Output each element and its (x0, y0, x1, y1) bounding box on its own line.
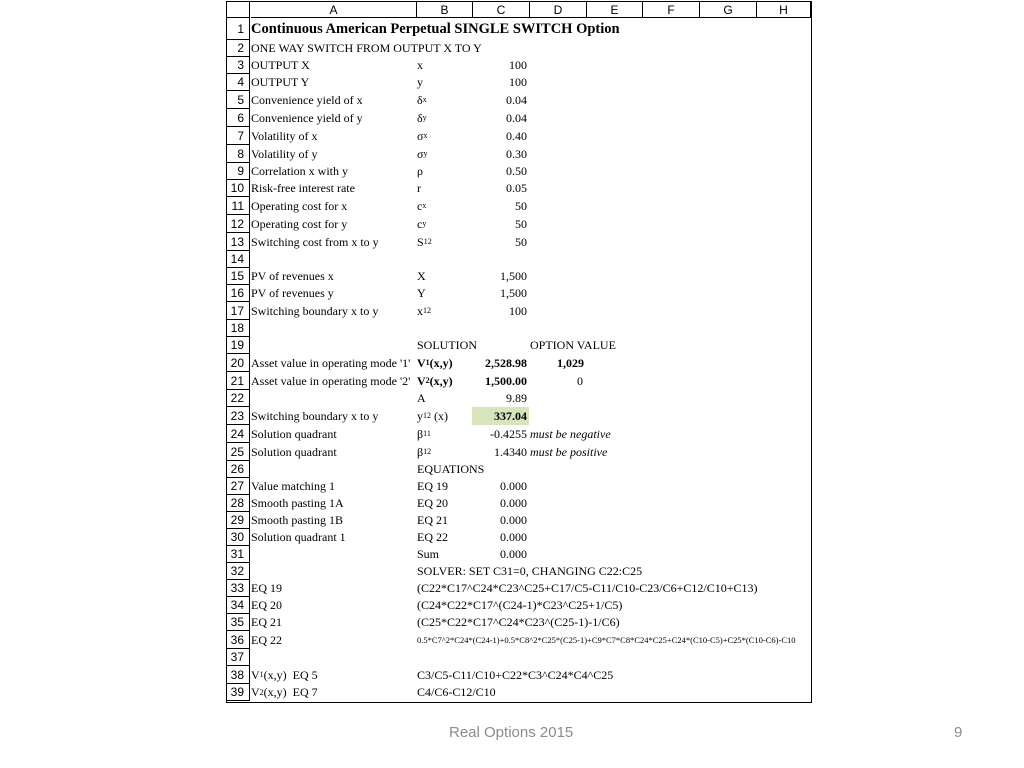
sheet-row (227, 197, 811, 215)
cell-b-text: (C22*C17^C24*C23^C25+C17/C5-C11/C10-C23/C6+C12/C10+C13) (417, 581, 758, 595)
cell-b-text: C3/C5-C11/C10+C22*C3^C24*C4^C25 (417, 667, 614, 682)
cell-a-text: Smooth pasting 1A (251, 496, 344, 510)
cell-b-text: SOLVER: SET C31=0, CHANGING C22:C25 (417, 564, 643, 578)
row-number[interactable]: 11 (227, 197, 250, 215)
sheet-row (227, 684, 811, 701)
cell-b-text: S (417, 234, 424, 249)
cell-b[interactable] (417, 684, 496, 701)
row-number[interactable]: 10 (227, 180, 250, 197)
sheet-row (227, 91, 811, 109)
sheet-row (227, 580, 811, 597)
cell-b-text: x (417, 303, 423, 318)
cell-a[interactable] (251, 529, 346, 546)
cell-b[interactable] (417, 666, 613, 684)
sheet-row (227, 251, 811, 268)
page-number: 9 (954, 724, 963, 741)
cell-a[interactable] (251, 74, 309, 91)
cell-d[interactable]: 0 (577, 373, 583, 388)
cell-a-text: PV of revenues x (251, 269, 334, 283)
cell-b-text: β (417, 444, 424, 459)
row-number[interactable]: 9 (227, 163, 250, 180)
cell-b[interactable] (417, 631, 796, 649)
sheet-row (227, 109, 811, 127)
sheet-row (227, 512, 811, 529)
cell-b-text: σ (417, 128, 424, 143)
cell-b-text: y (417, 408, 423, 423)
cell-a[interactable] (251, 91, 363, 109)
cell-c[interactable]: 0.04 (506, 110, 527, 125)
row-number[interactable]: 24 (227, 425, 250, 443)
row-number[interactable]: 7 (227, 127, 250, 145)
cell-b[interactable]: β 12 (417, 444, 432, 459)
sheet-row (227, 145, 811, 163)
cell-b-text: σ (417, 146, 424, 161)
cell-b-text: c (417, 216, 423, 231)
cell-a[interactable] (251, 18, 620, 40)
cell-b[interactable] (417, 74, 423, 91)
cell-a[interactable] (251, 407, 378, 425)
cell-b[interactable] (417, 495, 448, 512)
cell-a[interactable]: V 2 (x,y) EQ 7 (251, 685, 318, 699)
cell-c[interactable]: 1,500 (500, 269, 527, 283)
cell-a[interactable] (251, 215, 347, 233)
cell-b-text: δ (417, 110, 423, 125)
sheet-row (227, 390, 811, 407)
cell-b-text: (C25*C22*C17^C24*C23^(C25-1)-1/C6) (417, 615, 620, 629)
cell-a-text: EQ 20 (251, 598, 282, 612)
cell-b[interactable] (417, 597, 622, 614)
sheet-row (227, 631, 811, 649)
cell-b[interactable] (417, 268, 426, 285)
cell-a[interactable] (251, 425, 337, 443)
cell-b[interactable] (417, 478, 448, 495)
cell-b[interactable] (417, 180, 421, 197)
cell-b[interactable] (417, 163, 423, 180)
row-number[interactable]: 15 (227, 268, 250, 285)
row-number[interactable]: 18 (227, 320, 250, 337)
cell-a-text: Solution quadrant 1 (251, 530, 346, 544)
cell-c[interactable]: 1,500 (500, 286, 527, 300)
row-number[interactable]: 27 (227, 478, 250, 495)
sheet-row (227, 268, 811, 285)
cell-a-text: ONE WAY SWITCH FROM OUTPUT X TO Y (251, 41, 482, 55)
cell-a-text: Value matching 1 (251, 479, 335, 493)
row-number[interactable]: 19 (227, 337, 250, 354)
cell-c[interactable]: 0.04 (506, 92, 527, 107)
cell-a-suffix: (x,y) EQ 5 (263, 667, 318, 682)
row-number[interactable]: 31 (227, 546, 250, 563)
cell-b-text: c (417, 198, 423, 213)
cell-c[interactable]: 50 (515, 216, 527, 231)
cell-c[interactable]: 50 (515, 234, 527, 249)
cell-a-text: EQ 22 (251, 632, 282, 647)
cell-a-text: V (251, 667, 260, 682)
cell-b-text: EQ 22 (417, 530, 448, 544)
row-number[interactable]: 28 (227, 495, 250, 512)
sheet-row (227, 180, 811, 197)
cell-b[interactable]: V 1 (x,y) (417, 355, 453, 370)
cell-a-text: Smooth pasting 1B (251, 513, 344, 527)
cell-c[interactable]: 100 (509, 58, 527, 72)
row-number[interactable]: 17 (227, 302, 250, 320)
column-header-g[interactable]: G (700, 2, 757, 18)
cell-c[interactable]: 100 (509, 303, 527, 318)
cell-a[interactable] (251, 163, 348, 180)
cell-a-text: Operating cost for x (251, 198, 348, 213)
cell-a-suffix: (x,y) EQ 7 (263, 685, 318, 699)
cell-b[interactable]: x 12 (417, 303, 431, 318)
cell-a-text: EQ 21 (251, 615, 282, 629)
cell-b-text: Y (417, 286, 426, 300)
cell-c[interactable]: 0.30 (506, 146, 527, 161)
cell-d[interactable]: must be positive (530, 444, 608, 459)
cell-a[interactable] (251, 614, 282, 631)
cell-b-text: V (417, 373, 426, 388)
sheet-row (227, 407, 811, 425)
cell-a-text: V (251, 685, 260, 699)
cell-b-text: x (417, 58, 423, 72)
cell-b[interactable]: σ y (417, 146, 428, 161)
sheet-row (227, 461, 811, 478)
cell-b[interactable]: δ x (417, 92, 427, 107)
row-number[interactable]: 6 (227, 109, 250, 127)
cell-a[interactable] (251, 40, 482, 57)
cell-a[interactable] (251, 512, 343, 529)
sheet-row (227, 546, 811, 563)
cell-c-highlighted[interactable]: 337.04 (472, 407, 529, 425)
cell-c[interactable]: 0.000 (500, 547, 527, 561)
cell-b-text: A (417, 391, 426, 405)
cell-b[interactable] (417, 580, 758, 597)
cell-c[interactable]: 0.000 (500, 530, 527, 544)
cell-b-suffix: (x,y) (429, 355, 453, 370)
cell-b[interactable]: δ y (417, 110, 427, 125)
cell-b-text: X (417, 269, 426, 283)
cell-a-text: Operating cost for y (251, 216, 348, 231)
cell-b-text: ρ (417, 164, 423, 178)
cell-c[interactable]: 100 (509, 75, 527, 89)
row-number[interactable]: 22 (227, 390, 250, 407)
cell-a-text: Risk-free interest rate (251, 181, 355, 195)
cell-b[interactable] (417, 390, 426, 407)
cell-b[interactable] (417, 546, 439, 563)
row-number[interactable]: 30 (227, 529, 250, 546)
cell-a-text: Convenience yield of x (251, 92, 363, 107)
cell-a-text: PV of revenues y (251, 286, 334, 300)
cell-b-text: y (417, 75, 423, 89)
cell-c[interactable]: -0.4255 (490, 426, 527, 441)
cell-c[interactable]: 50 (515, 198, 527, 213)
cell-a[interactable] (251, 127, 317, 145)
cell-a[interactable] (251, 580, 282, 597)
sheet-row (227, 372, 811, 390)
cell-c[interactable]: 9.89 (506, 391, 527, 405)
cell-c[interactable]: 0.000 (500, 513, 527, 527)
column-header-c[interactable]: C (473, 2, 530, 18)
cell-a[interactable] (251, 180, 355, 197)
row-number[interactable]: 33 (227, 580, 250, 597)
sheet-row (227, 74, 811, 91)
cell-b-text: 0.5*C7^2*C24*(C24-1)+0.5*C8^2*C25*(C25-1)+C9*C7*C8*C24*C25+C24*(C10-C5)+C25*(C10-C6)-C10 (417, 635, 796, 645)
sheet-row (227, 233, 811, 251)
cell-a[interactable] (251, 495, 344, 512)
cell-b-text: EQ 20 (417, 496, 448, 510)
cell-a[interactable] (251, 354, 410, 372)
cell-a-text: Asset value in operating mode '2' (251, 373, 411, 388)
column-header-f[interactable]: F (643, 2, 700, 18)
row-number[interactable]: 35 (227, 614, 250, 631)
cell-a-text: OUTPUT Y (251, 75, 310, 89)
column-header-b[interactable]: B (417, 2, 473, 18)
cell-b[interactable]: σ x (417, 128, 428, 143)
cell-b-text: EQUATIONS (417, 462, 485, 476)
cell-c[interactable]: 1.4340 (494, 444, 527, 459)
cell-b[interactable] (417, 337, 477, 354)
cell-a[interactable] (251, 57, 310, 74)
cell-b[interactable]: c y (417, 216, 427, 231)
cell-a-text: Convenience yield of y (251, 110, 363, 125)
row-number[interactable]: 8 (227, 145, 250, 163)
sheet-row (227, 443, 811, 461)
sheet-row (227, 215, 811, 233)
sheet-row (227, 666, 811, 684)
column-header-d[interactable]: D (530, 2, 587, 18)
row-number[interactable]: 5 (227, 91, 250, 109)
cell-a[interactable] (251, 597, 282, 614)
sheet-row (227, 614, 811, 631)
cell-a-text: Asset value in operating mode '1' (251, 355, 411, 370)
sheet-row (227, 302, 811, 320)
footer-title: Real Options 2015 (449, 724, 574, 741)
row-number[interactable]: 26 (227, 461, 250, 478)
cell-b[interactable] (417, 563, 642, 580)
cell-c[interactable]: 0.05 (506, 181, 527, 195)
cell-a[interactable] (251, 302, 378, 320)
cell-a-text: Switching boundary x to y (251, 408, 379, 423)
cell-b-text: V (417, 355, 426, 370)
sheet-row (227, 478, 811, 495)
cell-d[interactable]: 1,029 (557, 355, 584, 370)
row-number[interactable]: 37 (227, 649, 250, 666)
row-number[interactable]: 1 (227, 18, 250, 40)
cell-c[interactable]: 0.50 (506, 164, 527, 178)
cell-b-suffix: (x) (431, 408, 448, 423)
cell-b-text: EQ 21 (417, 513, 448, 527)
row-number[interactable]: 4 (227, 74, 250, 91)
cell-a[interactable] (251, 145, 317, 163)
cell-b-text: δ (417, 92, 423, 107)
sheet-row (227, 563, 811, 580)
cell-b-text: (C24*C22*C17^(C24-1)*C23^C25+1/C5) (417, 598, 623, 612)
sheet-row (227, 40, 811, 57)
cell-a-text: Solution quadrant (251, 426, 337, 441)
cell-c[interactable]: 0.40 (506, 128, 527, 143)
cell-a[interactable] (251, 197, 347, 215)
column-header-h[interactable]: H (757, 2, 811, 18)
sheet-corner[interactable] (227, 2, 250, 18)
cell-d[interactable]: must be negative (530, 426, 611, 441)
cell-a[interactable] (251, 631, 282, 649)
sheet-row (227, 337, 811, 354)
cell-b[interactable]: S 12 (417, 234, 432, 249)
cell-c[interactable]: 0.000 (500, 479, 527, 493)
cell-a[interactable] (251, 268, 334, 285)
sheet-row (227, 495, 811, 512)
cell-b[interactable] (417, 512, 448, 529)
row-number[interactable]: 29 (227, 512, 250, 529)
row-number[interactable]: 16 (227, 285, 250, 302)
cell-b[interactable]: c x (417, 198, 427, 213)
cell-b[interactable] (417, 614, 620, 631)
row-number[interactable]: 34 (227, 597, 250, 614)
cell-b-text: Sum (417, 547, 440, 561)
row-number[interactable]: 39 (227, 684, 250, 701)
sheet-row (227, 18, 811, 40)
cell-b-text: β (417, 426, 424, 441)
cell-b[interactable]: β 11 (417, 426, 431, 441)
sheet-row (227, 127, 811, 145)
cell-a[interactable]: V 1 (x,y) EQ 5 (251, 667, 318, 682)
row-number[interactable]: 3 (227, 57, 250, 74)
cell-b[interactable] (417, 285, 426, 302)
sheet-row (227, 649, 811, 666)
sheet-row (227, 425, 811, 443)
cell-b[interactable]: y 12 (x) (417, 408, 448, 423)
cell-c[interactable]: 1,500.00 (485, 373, 527, 388)
cell-b-suffix: (x,y) (429, 373, 453, 388)
cell-b[interactable] (417, 57, 423, 74)
row-number[interactable]: 2 (227, 40, 250, 57)
cell-a-text: Switching boundary x to y (251, 303, 379, 318)
cell-a-text: Correlation x with y (251, 164, 348, 178)
row-number[interactable]: 25 (227, 443, 250, 461)
row-number[interactable]: 14 (227, 251, 250, 268)
cell-a[interactable] (251, 233, 379, 251)
row-number[interactable]: 21 (227, 372, 250, 390)
row-number[interactable]: 23 (227, 407, 250, 425)
cell-b[interactable] (417, 461, 484, 478)
row-number[interactable]: 12 (227, 215, 250, 233)
cell-b[interactable] (417, 529, 448, 546)
row-number[interactable]: 32 (227, 563, 250, 580)
cell-a-text: EQ 19 (251, 581, 282, 595)
cell-b-text: SOLUTION (417, 338, 477, 352)
row-number[interactable]: 20 (227, 354, 250, 372)
sheet-row (227, 320, 811, 337)
cell-a[interactable] (251, 285, 334, 302)
cell-a-text: Volatility of x (251, 128, 318, 143)
cell-b-text: r (417, 181, 421, 195)
column-header-e[interactable]: E (587, 2, 643, 18)
cell-a[interactable] (251, 443, 337, 461)
column-header-a[interactable]: A (251, 2, 417, 18)
cell-b[interactable]: V 2 (x,y) (417, 373, 453, 388)
sheet-row (227, 285, 811, 302)
cell-a[interactable] (251, 109, 363, 127)
row-number[interactable]: 13 (227, 233, 250, 251)
cell-a-text: Switching cost from x to y (251, 234, 379, 249)
spreadsheet (226, 1, 812, 703)
cell-c[interactable]: 0.000 (500, 496, 527, 510)
cell-d[interactable]: OPTION VALUE (530, 338, 616, 352)
sheet-row (227, 57, 811, 74)
cell-a-text: Volatility of y (251, 146, 318, 161)
cell-a-text: OUTPUT X (251, 58, 310, 72)
cell-a[interactable] (251, 478, 335, 495)
cell-a-text: Solution quadrant (251, 444, 337, 459)
cell-a-text: Continuous American Perpetual SINGLE SWITCH Option (251, 20, 620, 37)
cell-a[interactable] (251, 372, 410, 390)
sheet-row (227, 597, 811, 614)
row-number[interactable]: 36 (227, 631, 250, 649)
row-number[interactable]: 38 (227, 666, 250, 684)
sheet-row (227, 529, 811, 546)
cell-c[interactable]: 2,528.98 (485, 355, 527, 370)
cell-b-text: C4/C6-C12/C10 (417, 685, 496, 699)
sheet-row (227, 354, 811, 372)
sheet-row (227, 163, 811, 180)
cell-b-text: EQ 19 (417, 479, 448, 493)
